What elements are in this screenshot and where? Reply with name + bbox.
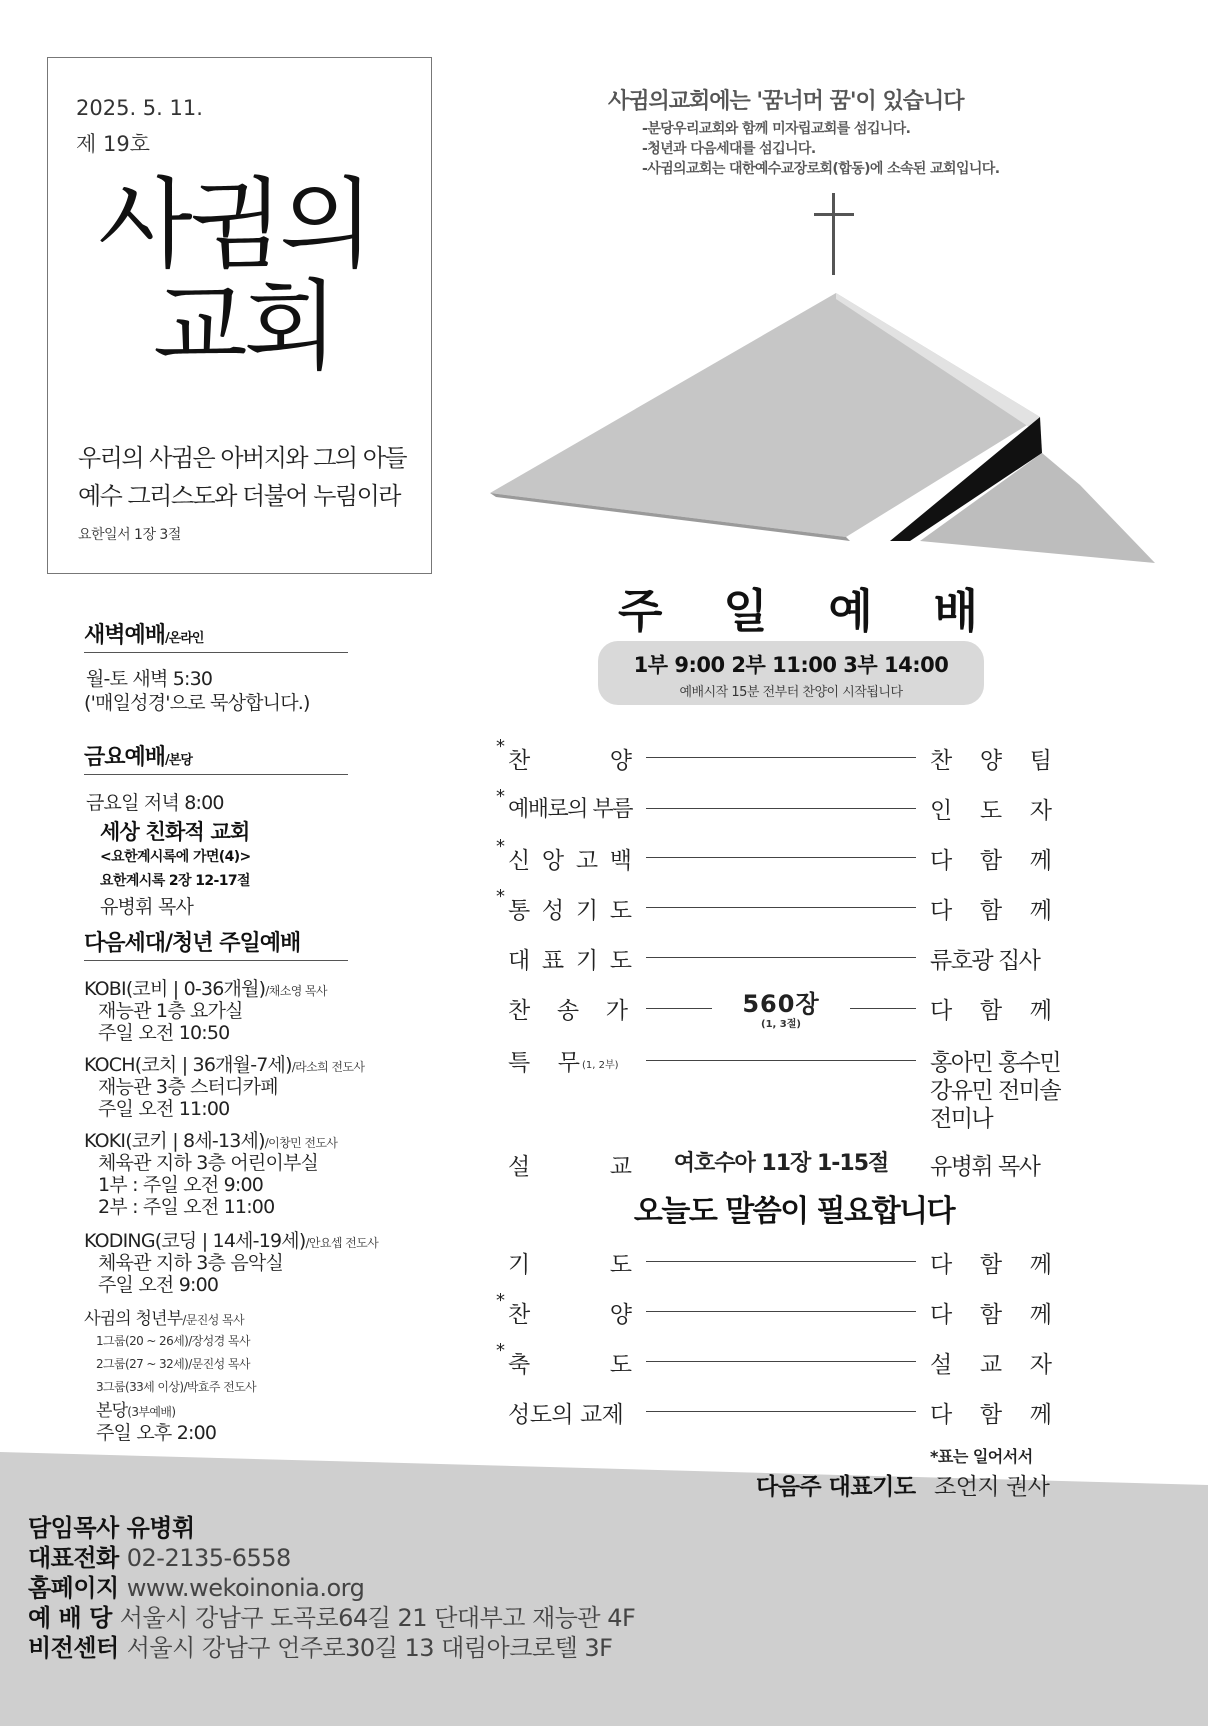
order-closing-praise-leader: 다 함 께 <box>930 1302 1052 1328</box>
footer-venue: 예 배 당 서울시 강남구 도곡로64길 21 단대부고 재능관 4F <box>28 1604 636 1632</box>
youth-name: 사귐의 청년부/문진성 목사 <box>84 1309 244 1329</box>
friday-passage: 요한계시록 2장 12-17절 <box>100 873 250 889</box>
notice-line: -분당우리교회와 함께 미자립교회를 섬깁니다. <box>642 121 911 137</box>
hymn-verses: (1, 3절) <box>761 1019 801 1030</box>
order-call-leader: 인 도 자 <box>930 798 1052 824</box>
order-creed-label: * 신 앙 고 백 <box>496 836 632 874</box>
church-roof-illustration <box>490 185 1160 565</box>
service-times-note: 예배시작 15분 전부터 찬양이 시작됩니다 <box>679 685 903 700</box>
notice-line: -청년과 다음세대를 섬깁니다. <box>642 141 816 157</box>
koding-time: 주일 오전 9:00 <box>98 1274 219 1296</box>
divider <box>84 774 348 775</box>
order-dash <box>646 757 916 758</box>
dawn-note: ('매일성경'으로 묵상합니다.) <box>84 692 310 714</box>
service-times: 1부 9:00 2부 11:00 3부 14:00 <box>633 653 949 677</box>
order-benediction-leader: 설 교 자 <box>930 1352 1052 1378</box>
sermon-title: 오늘도 말씀이 필요합니다 <box>633 1194 955 1229</box>
footer-phone: 대표전화 02-2135-6558 <box>28 1544 291 1572</box>
next-prayer-label: 다음주 대표기도 <box>756 1474 916 1500</box>
notice-title: 사귐의교회에는 '꿈너머 꿈'이 있습니다 <box>608 89 964 114</box>
divider <box>84 652 348 653</box>
next-prayer-name: 조언지 권사 <box>934 1474 1050 1500</box>
order-closing-prayer-leader: 다 함 께 <box>930 1252 1052 1278</box>
church-name-line2: 교회 <box>153 270 335 384</box>
issue-number: 제 19호 <box>76 132 150 156</box>
order-sermon-label: 설 교 <box>508 1154 632 1180</box>
youth-group3: 3그룹(33세 이상)/박효주 전도사 <box>96 1380 257 1394</box>
order-dash <box>646 1008 712 1009</box>
order-fellowship-label: 성도의 교제 <box>508 1402 624 1428</box>
hymn-number: 560장 <box>742 990 820 1018</box>
youth-group2: 2그룹(27 ~ 32세)/문진성 목사 <box>96 1357 250 1371</box>
order-dash <box>646 808 916 809</box>
order-dash <box>646 1060 916 1061</box>
friday-preacher: 유병휘 목사 <box>100 896 194 918</box>
issue-date: 2025. 5. 11. <box>76 96 203 120</box>
service-times-pill <box>598 641 984 705</box>
divider <box>84 960 348 961</box>
footer-homepage: 홈페이지 www.wekoinonia.org <box>28 1574 365 1602</box>
order-hymn-leader: 다 함 께 <box>930 998 1052 1024</box>
order-benediction-label: * 축 도 <box>496 1340 632 1378</box>
friday-tag: /본당 <box>165 753 192 768</box>
koding-place: 체육관 지하 3층 음악실 <box>98 1252 283 1274</box>
dawn-time: 월-토 새벽 5:30 <box>86 668 213 690</box>
order-hymn-label: 찬 송 가 <box>508 998 628 1024</box>
verse-reference: 요한일서 1장 3절 <box>78 527 181 543</box>
sunday-worship-title: 주 일 예 배 <box>618 584 978 638</box>
verse-line2: 예수 그리스도와 더불어 누림이라 <box>78 482 400 510</box>
friday-title: 금요예배 <box>84 745 166 770</box>
order-praise-leader: 찬 양 팀 <box>930 748 1052 774</box>
nextgen-heading: 다음세대/청년 주일예배 <box>84 931 301 956</box>
friday-series: <요한계시록에 가면(4)> <box>100 849 251 865</box>
koki-place: 체육관 지하 3층 어린이부실 <box>98 1152 319 1174</box>
footer-pastor: 담임목사 유병휘 <box>28 1514 195 1542</box>
footer-vision-center: 비전센터 서울시 강남구 언주로30길 13 대림아크로텔 3F <box>28 1634 613 1662</box>
notice-line: -사귐의교회는 대한예수교장로회(합동)에 소속된 교회입니다. <box>642 161 1000 177</box>
order-closing-prayer-label: 기 도 <box>508 1252 632 1278</box>
friday-time: 금요일 저녁 8:00 <box>86 792 224 814</box>
order-prayer-leader: 다 함 께 <box>930 898 1052 924</box>
order-fellowship-leader: 다 함 께 <box>930 1402 1052 1428</box>
special-performers-1: 홍아민 홍수민 <box>930 1050 1061 1076</box>
youth-place: 본당(3부예배) <box>96 1401 176 1421</box>
order-special-label: 특 무 <box>508 1050 580 1076</box>
order-dash <box>646 1361 916 1362</box>
special-performers-2: 강유민 전미솔 <box>930 1078 1061 1104</box>
order-dash <box>646 1311 916 1312</box>
standing-note: *표는 일어서서 <box>930 1447 1033 1466</box>
order-dash <box>646 1261 916 1262</box>
special-performers-3: 전미나 <box>930 1106 993 1132</box>
order-creed-leader: 다 함 께 <box>930 848 1052 874</box>
cross-icon <box>832 193 835 275</box>
order-prayer-label: * 통 성 기 도 <box>496 886 632 924</box>
friday-service-heading <box>84 740 192 771</box>
kobi-place: 재능관 1층 요가실 <box>98 1000 243 1022</box>
koding-name: KODING(코딩 | 14세-19세)/안요셉 전도사 <box>84 1230 379 1252</box>
koch-time: 주일 오전 11:00 <box>98 1098 230 1120</box>
order-call-label: * 예배로의 부름 <box>496 786 633 822</box>
order-closing-praise-label: * 찬 양 <box>496 1290 632 1328</box>
koki-time2: 2부 : 주일 오전 11:00 <box>98 1196 275 1218</box>
youth-time: 주일 오후 2:00 <box>96 1422 217 1444</box>
kobi-name: KOBI(코비 | 0-36개월)/채소영 목사 <box>84 978 327 1000</box>
sermon-passage: 여호수아 11장 1-15절 <box>673 1151 889 1176</box>
kobi-time: 주일 오전 10:50 <box>98 1022 230 1044</box>
order-rep-prayer-leader: 류호광 집사 <box>930 948 1040 974</box>
koki-time1: 1부 : 주일 오전 9:00 <box>98 1174 264 1196</box>
dawn-title: 새벽예배 <box>84 623 166 648</box>
youth-group1: 1그룹(20 ~ 26세)/장성경 목사 <box>96 1334 250 1348</box>
friday-sermon-title: 세상 친화적 교회 <box>100 820 250 844</box>
dawn-service-heading <box>84 618 203 649</box>
order-dash <box>646 1411 916 1412</box>
order-dash <box>646 957 916 958</box>
dawn-tag: /온라인 <box>165 631 204 646</box>
order-dash <box>850 1008 916 1009</box>
koch-name: KOCH(코치 | 36개월-7세)/라소희 전도사 <box>84 1054 365 1076</box>
verse-line1: 우리의 사귐은 아버지와 그의 아들 <box>78 444 407 472</box>
order-rep-prayer-label: 대 표 기 도 <box>508 948 632 974</box>
koch-place: 재능관 3층 스터디카페 <box>98 1076 278 1098</box>
sermon-preacher: 유병휘 목사 <box>930 1154 1040 1180</box>
special-note: (1, 2부) <box>582 1060 619 1071</box>
order-praise-label: * 찬 양 <box>496 736 632 774</box>
koki-name: KOKI(코키 | 8세-13세)/이창민 전도사 <box>84 1130 338 1152</box>
order-dash <box>646 857 916 858</box>
order-dash <box>646 907 916 908</box>
church-name-line1: 사귐의 <box>98 168 371 282</box>
title-box <box>47 57 432 574</box>
